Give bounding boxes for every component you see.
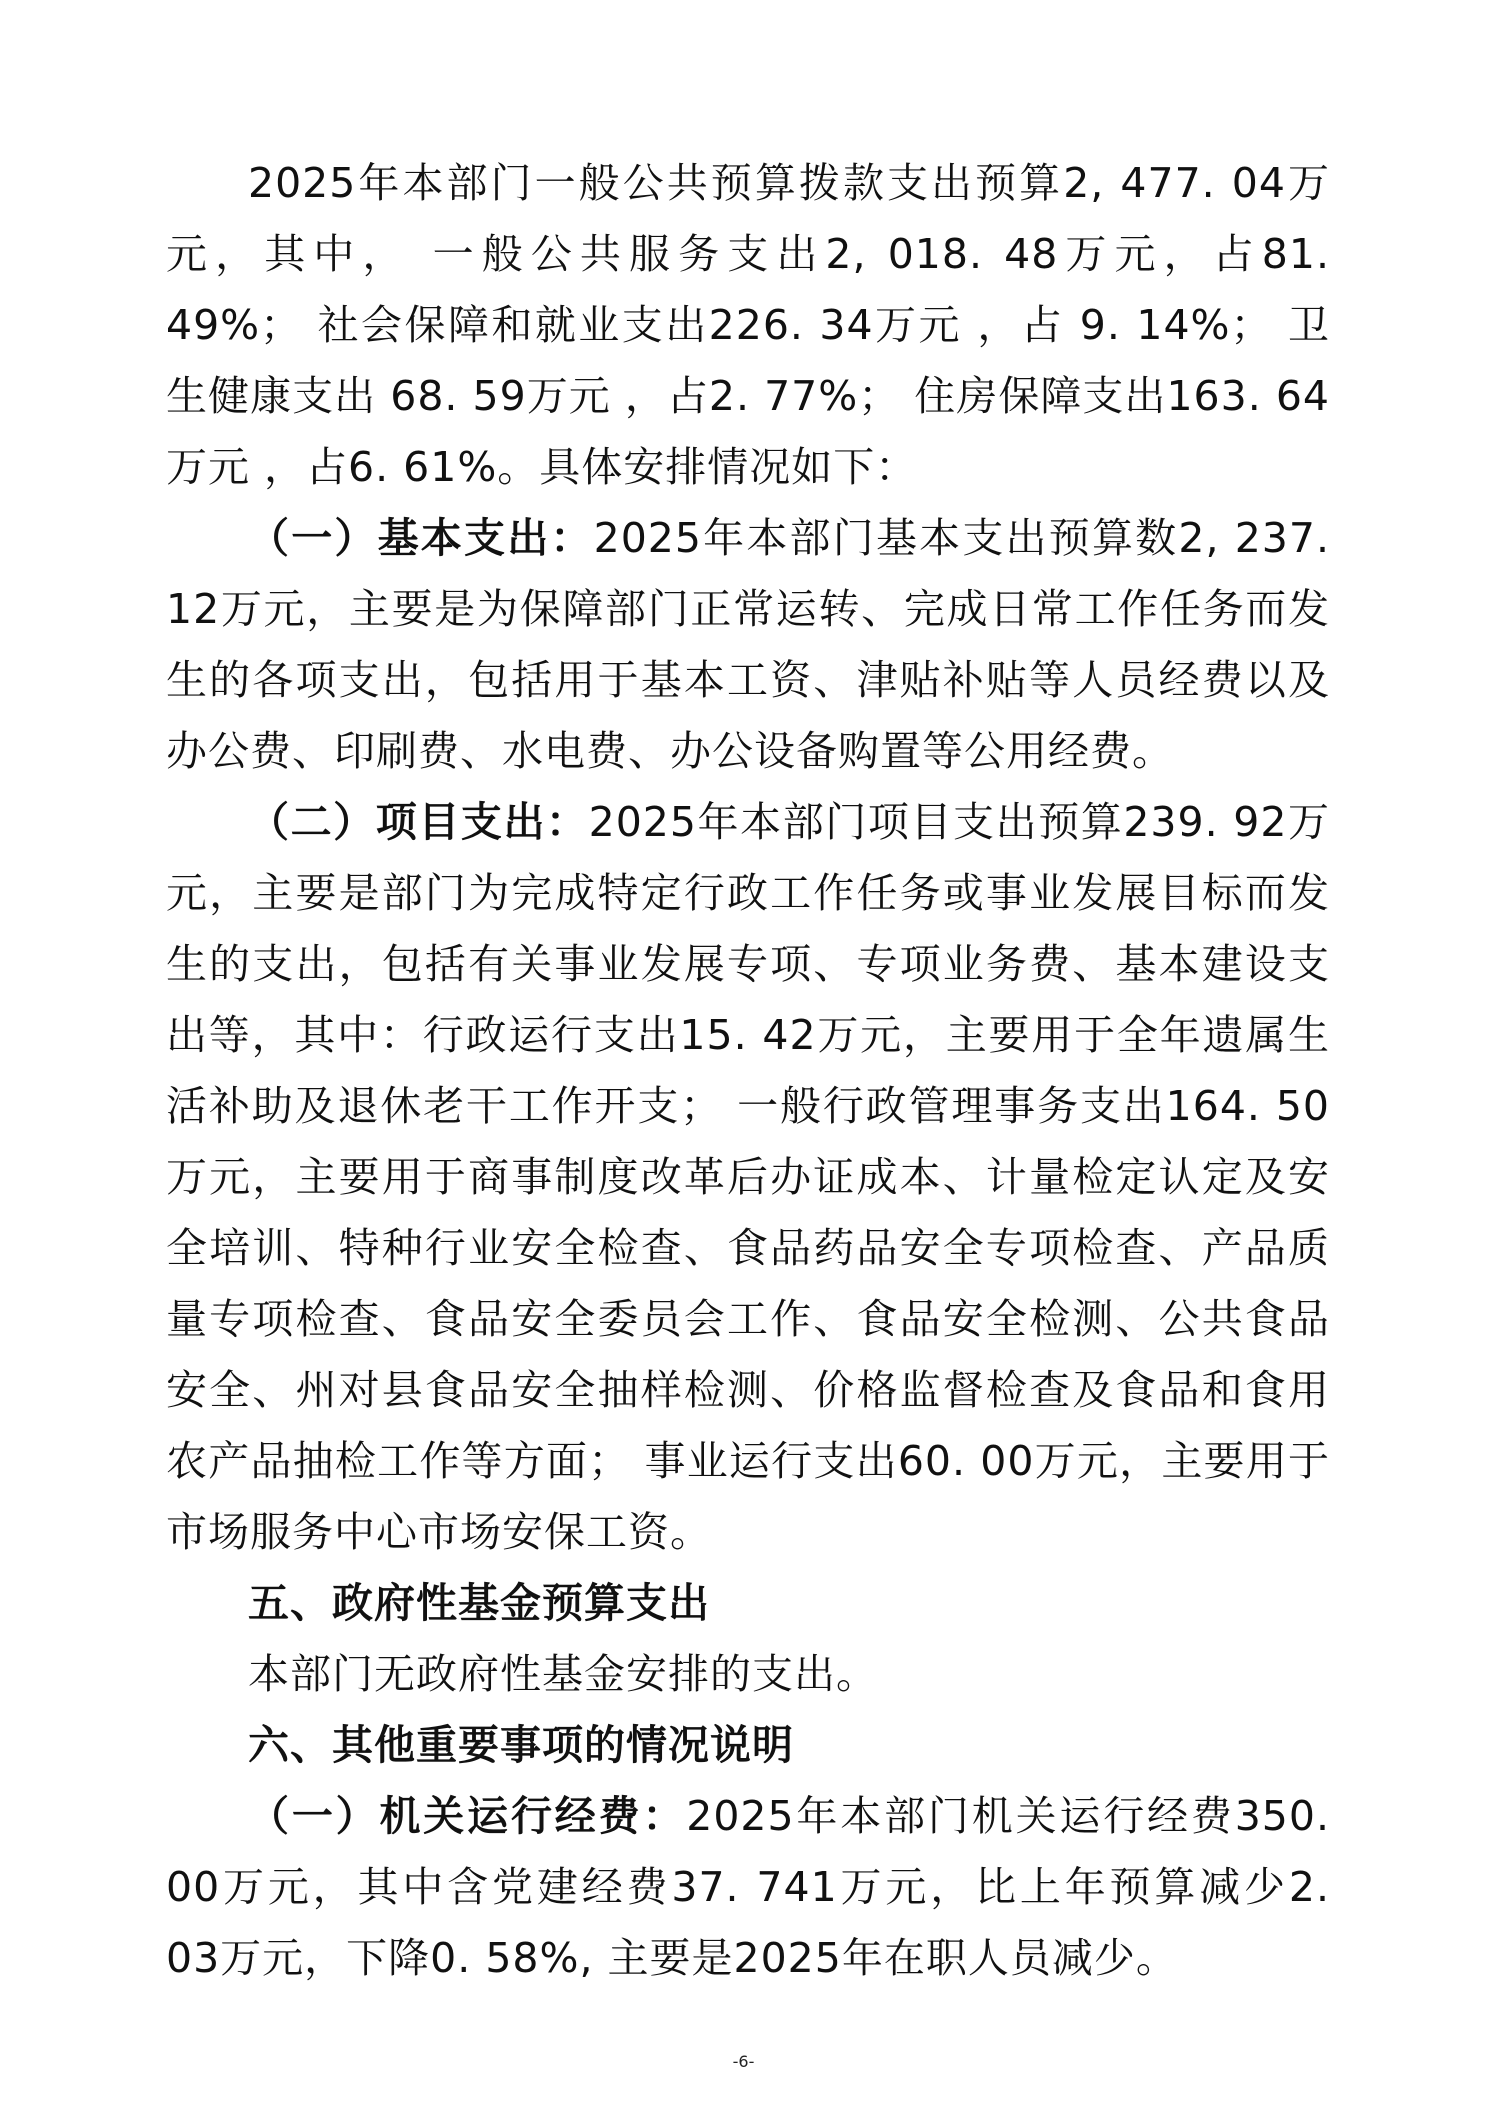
- body-text: [166, 148, 1330, 1994]
- paragraph-body: 2025年本部门机关运行经费350. 00万元，其中含党建经费37. 741万元，比上年预算减少2. 03万元，下降0. 58%, 主要是2025年在职人员减少。: [166, 1792, 1330, 1982]
- paragraph-basic-expenditure: [166, 503, 1330, 787]
- section-heading-other-matters: 六、其他重要事项的情况说明: [248, 1721, 794, 1769]
- section-heading-fund-budget: 五、政府性基金预算支出: [248, 1579, 710, 1627]
- paragraph-body: 2025年本部门基本支出预算数2, 237. 12万元，主要是为保障部门正常运转、完成日常工作任务而发生的各项支出，包括用于基本工资、津贴补贴等人员经费以及办公费、印刷费、水电费、办公设备购置等公用经费。: [166, 514, 1331, 775]
- paragraph-no-fund: [166, 1639, 1330, 1710]
- page-number: -6-: [732, 2052, 755, 2071]
- paragraph-operating-costs: [166, 1781, 1330, 1994]
- paragraph-body: 2025年本部门一般公共预算拨款支出预算2, 477. 04万元，其中， 一般公共服务支出2, 018. 48万元，占81. 49%； 社会保障和就业支出226. 34万元 ，占 9. 14%； 卫生健康支出 68. 59万元 ，占2. 77%； 住房保障支出163. 64万元 ，占6. 61%。具体安排情况如下：: [166, 159, 1330, 491]
- paragraph-budget-summary: [166, 148, 1330, 503]
- paragraph-lead: （一）机关运行经费：: [248, 1792, 687, 1840]
- paragraph-body: 2025年本部门项目支出预算239. 92万元，主要是部门为完成特定行政工作任务或事业发展目标而发生的支出，包括有关事业发展专项、专项业务费、基本建设支出等，其中：行政运行支出15. 42万元，主要用于全年遗属生活补助及退休老干工作开支； 一般行政管理事务支出164. 50万元，主要用于商事制度改革后办证成本、计量检定认定及安全培训、特种行业安全检查、食品药品安全专项检查、产品质量专项检查、食品安全委员会工作、食品安全检测、公共食品安全、州对县食品安全抽样检测、价格监督检查及食品和食用农产品抽检工作等方面； 事业运行支出60. 00万元，主要用于市场服务中心市场安保工资。: [166, 798, 1330, 1556]
- paragraph-lead: （二）项目支出：: [248, 798, 589, 846]
- paragraph-lead: （一）基本支出：: [248, 514, 594, 562]
- paragraph-body: 本部门无政府性基金安排的支出。: [248, 1650, 878, 1698]
- paragraph-project-expenditure: [166, 787, 1330, 1568]
